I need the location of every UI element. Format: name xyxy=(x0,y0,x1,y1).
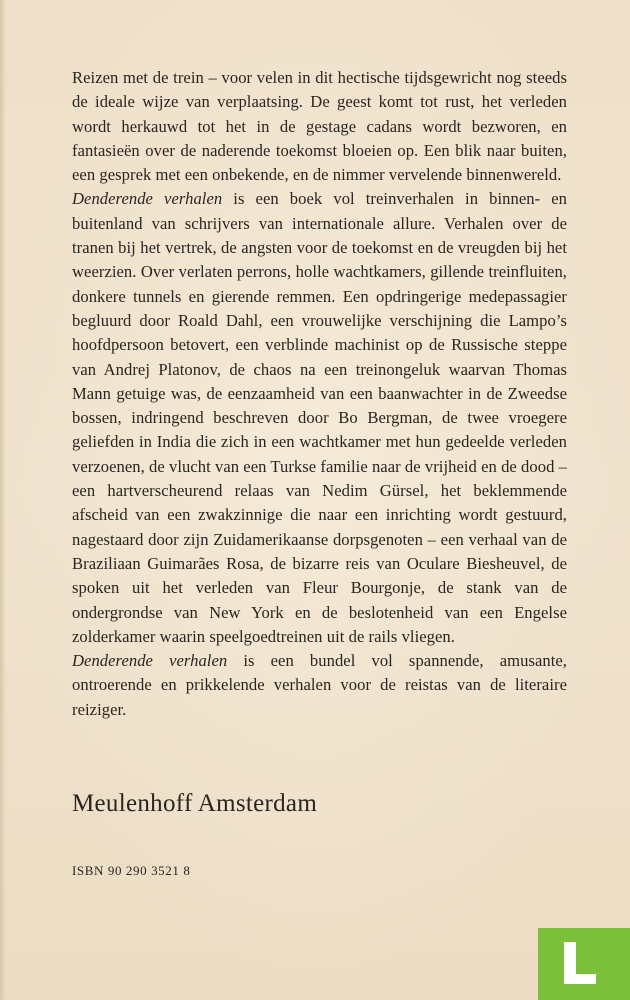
blurb-paragraph-2 xyxy=(72,187,567,649)
publisher-name: Meulenhoff Amsterdam xyxy=(72,790,318,817)
isbn-number: ISBN 90 290 3521 8 xyxy=(72,863,191,878)
blurb-paragraph-2-text: is een boek vol treinverhalen in binnen- en buitenland van schrijvers van internationale allure. Verhalen over de tranen bij het vertrek, de angsten voor de toekomst en de vreugden bij het weerzien. Over verlaten perrons, holle wachtkamers, gillende treinfluiten, donkere tunnels en gierende remmen. Een opdringerige medepassagier begluurd door Roald Dahl, een vrouwelijke verschijning die Lampo’s hoofdpersoon betovert, een verblinde machinist op de Russische steppe van Andrej Platonov, de chaos na een treinongeluk waarvan Thomas Mann getuige was, de eenzaamheid van een baanwachter in de Zweedse bossen, indringend beschreven door Bo Bergman, de twee vroegere geliefden in India die zich in een wachtkamer met hun gedeelde verleden verzoenen, de vlucht van een Turkse familie naar de vrijheid en de dood – een hartverscheurend relaas van Nedim Gürsel, het beklemmende afscheid van een zwakzinnige die naar een inrichting wordt gestuurd, nagestaard door zijn Zuidamerikaanse dorpsgenoten – een verhaal van de Braziliaan Guimarães Rosa, de bizarre reis van Oculare Biesheuvel, de spoken uit het verleden van Fleur Bourgonje, de stank van de ondergrondse van New York en de beslotenheid van een Engelse zolderkamer waarin speelgoedtreinen uit de rails vliegen. xyxy=(72,189,568,646)
blurb-paragraph-1 xyxy=(72,66,567,187)
blurb-paragraph-3-text: is een bundel vol spannende, amusante, ontroerende en prikkelende verhalen voor de reistas van de literaire reiziger. xyxy=(72,651,567,719)
book-title-italic: Denderende verhalen xyxy=(72,189,223,209)
blurb-text xyxy=(72,66,567,722)
blurb-paragraph-1-text: Reizen met de trein – voor velen in dit hectische tijdsgewricht nog steeds de ideale wijze van verplaatsing. De geest komt tot rust, het verleden wordt herkauwd tot het in de gestage cadans wordt bezworen, en fantasieën over de naderende toekomst bloeien op. Een blik naar buiten, een gesprek met een onbekende, en de nimmer vervelende binnenwereld. xyxy=(72,68,567,185)
lastdodo-logo-icon xyxy=(538,928,630,1000)
book-title-italic: Denderende verhalen xyxy=(72,651,228,671)
sticker-graphic xyxy=(538,928,630,1000)
blurb-paragraph-3 xyxy=(72,649,567,722)
cover-edge xyxy=(0,0,6,1000)
